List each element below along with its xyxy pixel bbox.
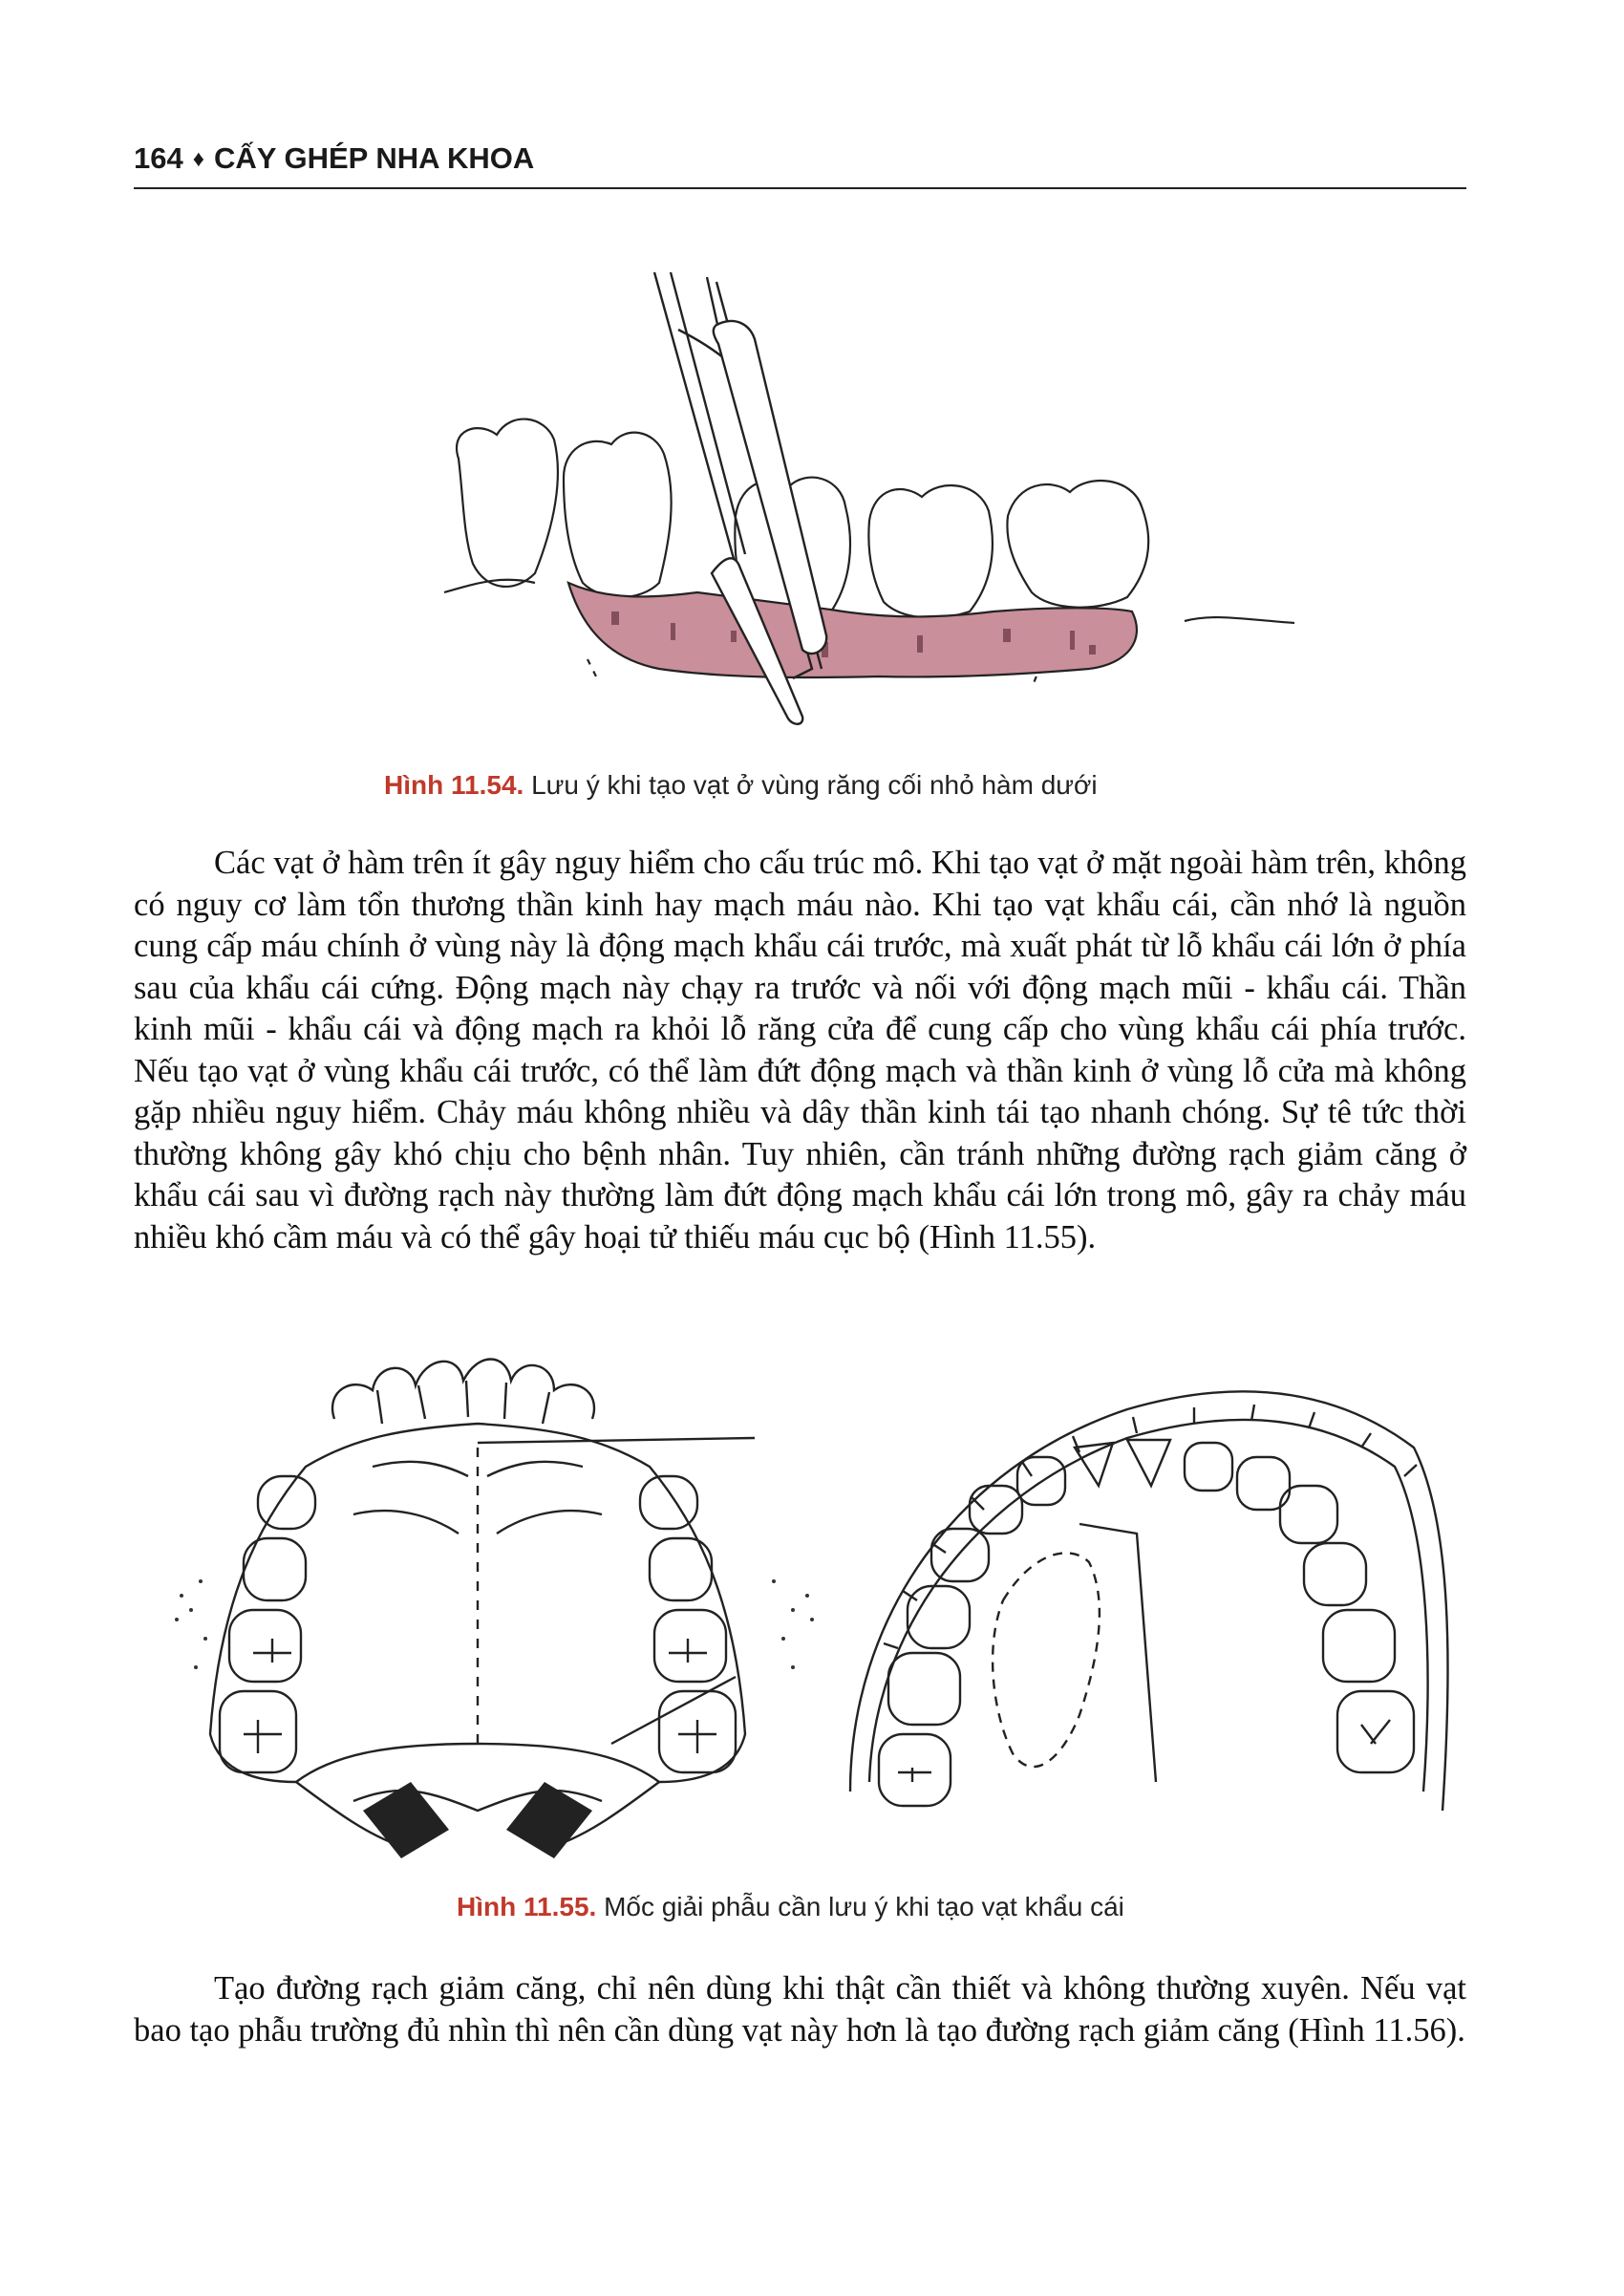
figure-11-55-maxilla-illustration xyxy=(162,1333,850,1868)
figure-11-54-text: Lưu ý khi tạo vạt ở vùng răng cối nhỏ hàm dưới xyxy=(531,770,1098,800)
diamond-icon: ♦ xyxy=(192,146,204,172)
figure-11-55-text: Mốc giải phẫu cần lưu ý khi tạo vạt khẩu cái xyxy=(604,1892,1124,1921)
body-paragraph-1: Các vạt ở hàm trên ít gây nguy hiểm cho cấu trúc mô. Khi tạo vạt ở mặt ngoài hàm trên, không có nguy cơ làm tổn thương thần kinh hay mạch máu nào. Khi tạo vạt khẩu cái, cần nhớ là nguồn cung cấp máu chính ở vùng này là động mạch khẩu cái trước, mà xuất phát từ lỗ khẩu cái lớn ở phía sau của khẩu cái cứng. Động mạch này chạy ra trước và nối với động mạch mũi - khẩu cái. Thần kinh mũi - khẩu cái và động mạch ra khỏi lỗ răng cửa để cung cấp cho vùng khẩu cái phía trước. Nếu tạo vạt ở vùng khẩu cái trước, có thể làm đứt động mạch và thần kinh ở vùng lỗ cửa mà không gặp nhiều nguy hiểm. Chảy máu không nhiều và dây thần kinh tái tạo nhanh chóng. Sự tê tức thời thường không gây khó chịu cho bệnh nhân. Tuy nhiên, cần tránh những đường rạch giảm căng ở khẩu cái sau vì đường rạch này thường làm đứt động mạch khẩu cái lớn trong mô, gây ra chảy máu nhiều khó cầm máu và có thể gây hoại tử thiếu máu cục bộ (Hình 11.55). xyxy=(134,845,1466,1255)
figure-11-55-caption xyxy=(457,1892,1124,1922)
figure-11-55-mandible-illustration xyxy=(841,1333,1452,1868)
book-title: CẤY GHÉP NHA KHOA xyxy=(213,141,535,175)
figure-11-54-caption xyxy=(384,770,1098,801)
figure-11-55-label: Hình 11.55. xyxy=(457,1892,597,1921)
running-header xyxy=(134,141,1466,189)
body-paragraph-2: Tạo đường rạch giảm căng, chỉ nên dùng khi thật cần thiết và không thường xuyên. Nếu vạt bao tạo phẫu trường đủ nhìn thì nên cần dùng vạt này hơn là tạo đường rạch giảm căng (Hình 11.56). xyxy=(134,1970,1466,2049)
page-number: 164 xyxy=(134,141,183,175)
figure-11-54-label: Hình 11.54. xyxy=(384,770,524,800)
figure-11-54-illustration xyxy=(420,268,1299,726)
